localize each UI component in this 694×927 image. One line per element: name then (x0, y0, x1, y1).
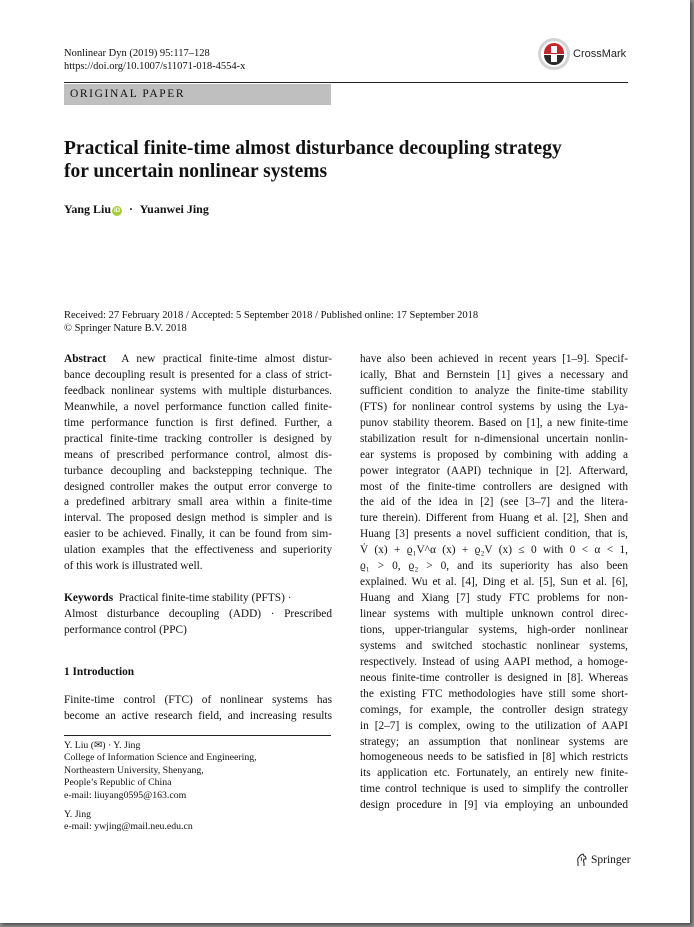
abstract-line: ulation examples that the effectiveness and superiority (64, 544, 332, 557)
abstract-line: designed controller makes the output error converge to (64, 480, 332, 493)
author-separator: · (129, 202, 134, 216)
body-line: comings, for example, the controller design strategy (360, 703, 628, 716)
body-line: strategy; an assumption that nonlinear systems are (360, 735, 628, 748)
abstract-line: time performance function is first defined. Further, a (64, 416, 332, 429)
affiliation-line: Y. Liu (✉) · Y. Jing (64, 740, 141, 751)
abstract-line: easier to be achieved. Finally, it can be found from sim- (64, 528, 332, 541)
abstract-line: practical finite-time tracking controller is designed by (64, 432, 332, 445)
body-line: (FTS) for nonlinear control systems by using the Lya- (360, 400, 628, 413)
body-line: neous finite-time controller is designed in [8]. Whereas (360, 671, 628, 684)
abstract-line: means of prescribed performance control, almost dis- (64, 448, 332, 461)
body-line: ture therein). Different from Huang et al. [2], Shen and (360, 512, 628, 525)
crossmark-label: CrossMark (573, 48, 627, 60)
author-list (64, 202, 209, 217)
body-line: respectively. Instead of using AAPI method, a homoge- (360, 655, 628, 668)
abstract-line: A new practical finite-time almost distur- (121, 353, 332, 365)
author-name[interactable]: Yuanwei Jing (139, 202, 209, 216)
body-line: power integrator (AAPI) technique in [2]. Afterward, (360, 464, 628, 477)
abstract-line: turbance decoupling and backstepping technique. The (64, 464, 332, 477)
affiliation-line: College of Information Science and Engineering, (64, 752, 257, 764)
left-column (64, 352, 332, 725)
body-line: tions, upper-triangular systems, high-order nonlinear (360, 623, 628, 636)
title-line: Practical finite-time almost disturbance decoupling strategy (64, 138, 562, 159)
affiliation-line: People’s Republic of China (64, 777, 172, 789)
body-line: time control technique is used to simplify the controller (360, 783, 628, 796)
publisher-name: Springer (591, 854, 631, 866)
title-line: for uncertain nonlinear systems (64, 161, 328, 182)
body-line: design procedure in [9] via employing an unbounded (360, 799, 628, 812)
keywords-line: performance control (PPC) (64, 624, 187, 636)
body-line: explained. Wu et al. [4], Ding et al. [5], Sun et al. [6], (360, 576, 628, 589)
body-line: most of the finite-time controllers are designed with (360, 480, 628, 493)
abstract-section (64, 352, 332, 575)
journal-reference (64, 47, 245, 73)
email-line[interactable]: e-mail: ywjing@mail.neu.edu.cn (64, 821, 193, 833)
body-line: the aid of the idea in [2] (see [3–7] and the litera- (360, 496, 628, 509)
body-line: the existing FTC methodologies have still some short- (360, 687, 628, 700)
abstract-line: a predefined arbitrary small area within a finite-time (64, 496, 332, 509)
crossmark-icon (537, 37, 571, 71)
affiliation-line: Y. Jing (64, 809, 92, 821)
body-line: in [2–7] is complex, owing to the utilization of AAPI (360, 719, 628, 732)
body-line: have also been achieved in recent years [1–9]. Specif- (360, 353, 628, 365)
author-name[interactable]: Yang Liu (64, 202, 112, 216)
copyright-notice: © Springer Nature B.V. 2018 (64, 323, 187, 334)
abstract-line: bance decoupling result is presented for a class of strict- (64, 368, 332, 381)
body-line: V̇ (x) + ϱ₁V^α (x) + ϱ₂V (x) ≤ 0 with 0 < α < 1, (360, 544, 628, 557)
right-column (360, 352, 628, 814)
keywords-section (64, 591, 332, 639)
body-line: sufficient condition to analyze the finite-time stability (360, 384, 628, 397)
intro-line: Finite-time control (FTC) of nonlinear systems has (64, 693, 332, 706)
section-heading-introduction: 1 Introduction (64, 665, 135, 678)
affiliation-line: Northeastern University, Shenyang, (64, 764, 204, 776)
body-line: punov stability theorem. Based on [1], a new finite-time (360, 416, 628, 429)
header-divider (64, 82, 628, 83)
email-line[interactable]: e-mail: liuyang0595@163.com (64, 789, 187, 801)
body-line: Huang [3] presents a novel sufficient condition, that is, (360, 528, 628, 541)
keywords-line: Almost disturbance decoupling (ADD) · Prescribed (64, 608, 332, 621)
body-line: systems and switched stochastic nonlinear systems, (360, 639, 628, 652)
crossmark-badge[interactable] (537, 37, 626, 71)
abstract-line: feedback nonlinear systems with multiple disturbances. (64, 384, 332, 397)
body-line: stabilization result for n-dimensional uncertain nonlin- (360, 432, 628, 445)
publisher-logo (575, 853, 631, 867)
body-line: ear systems is proposed by combining with adding a (360, 448, 628, 461)
keywords-heading: Keywords (64, 592, 114, 605)
keywords-line: Practical finite-time stability (PFTS) · (118, 592, 292, 605)
intro-line: become an active research field, and increasing results (64, 709, 332, 722)
paper-title (64, 137, 624, 183)
abstract-line: interval. The proposed design method is simpler and is (64, 512, 332, 525)
body-line: ϱ₁ > 0, ϱ₂ > 0, and its superiority has also been (360, 560, 628, 573)
abstract-heading: Abstract (64, 353, 107, 365)
footnote-divider (64, 735, 331, 736)
body-line: its application etc. Fortunately, an entirely new finite- (360, 767, 628, 780)
abstract-line: of this work is illustrated well. (64, 560, 203, 573)
history-dates: Received: 27 February 2018 / Accepted: 5 September 2018 / Published online: 17 September 2018 (64, 310, 479, 321)
body-line: Huang and Xiang [7] study FTC problems for non- (360, 592, 628, 605)
journal-citation: Nonlinear Dyn (2019) 95:117–128 (64, 48, 210, 59)
orcid-icon[interactable]: iD (114, 208, 121, 214)
publication-dates (64, 309, 478, 335)
body-line: ically, Bhat and Bernstein [1] gives a necessary and (360, 368, 628, 381)
article-type-banner: ORIGINAL PAPER (64, 84, 331, 105)
body-line: linear systems with multiple unknown control direc- (360, 608, 628, 620)
springer-horse-icon (575, 853, 588, 867)
author-affiliations (64, 740, 257, 834)
body-line: homogeneous needs to be satisfied in [8] which restricts (360, 751, 628, 764)
abstract-line: Meanwhile, a novel performance function called finite- (64, 400, 332, 413)
doi-link[interactable]: https://doi.org/10.1007/s11071-018-4554-x (64, 61, 246, 72)
